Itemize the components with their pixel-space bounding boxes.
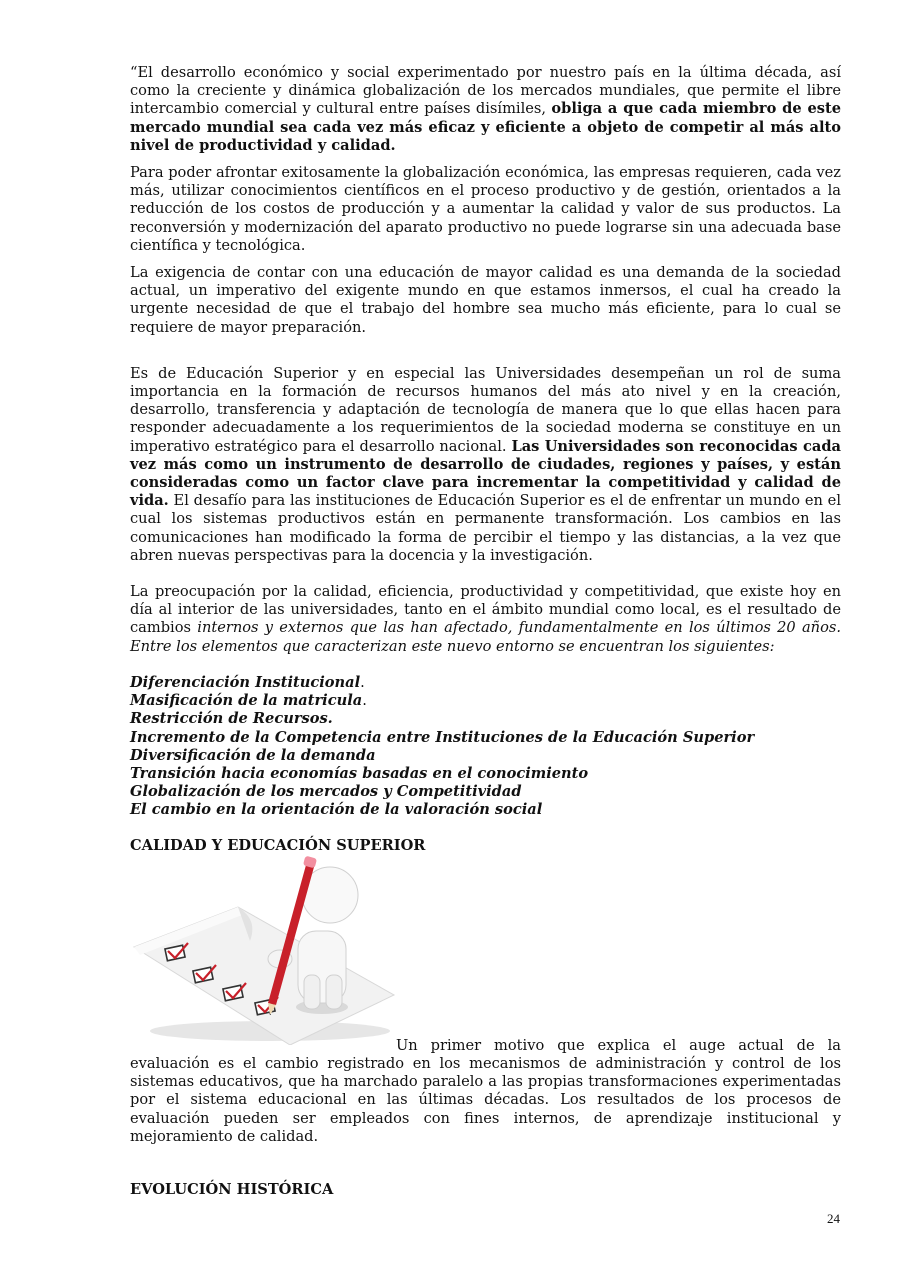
paragraph-bold-text: obliga a que cada miembro de este mercado mundial sea cada vez más eficaz y eficiente a objeto de competir al más alto nivel de productividad y calidad. xyxy=(130,100,841,154)
paragraph-education-demand: La exigencia de contar con una educación de mayor calidad es una demanda de la sociedad actual, un imperativo del exigente mundo en que estamos inmersos, el cual ha creado la urgente necesidad de que el trabajo del hombre sea mucho más eficiente, para lo cual se requiere de mayor preparación. xyxy=(130,264,841,336)
paragraph-text: La preocupación por la calidad, eficiencia, productividad y competitividad, que existe hoy en día al interior de las universidades, tanto en el ámbito mundial como local, es el resultado de cambios xyxy=(130,583,841,637)
paragraph-companies: Para poder afrontar exitosamente la globalización económica, las empresas requieren, cada vez más, utilizar conocimientos científicos en el proceso productivo y de gestión, orientados a la reducción de los costos de producción y a aumentar la calidad y valor de sus productos. La reconversión y modernización del aparato productivo no puede lograrse sin una adecuada base científica y tecnológica. xyxy=(130,164,841,254)
paragraph-italic-text: internos y externos que las han afectado, fundamentalmente en los últimos 20 años. Entre los elementos que caracterizan este nuevo entorno se encuentran los siguientes: xyxy=(130,619,841,655)
paragraph-globalization-quote xyxy=(130,64,841,155)
list-item: Incremento de la Competencia entre Instituciones de la Educación Superior xyxy=(130,728,755,746)
paragraph-text: “El desarrollo económico y social experimentado por nuestro país en la última década, así como la creciente y dinámica globalización de los mercados mundiales, que permite el libre intercambio comercial y cultural entre países disímiles, xyxy=(130,64,841,118)
page-number: 24 xyxy=(827,1211,840,1226)
list-item: Globalización de los mercados y Competitividad xyxy=(130,783,522,801)
paragraph-text: El desafío para las instituciones de Educación Superior es el de enfrentar un mundo en el cual los sistemas productivos están en permanente transformación. Los cambios en las comunicaciones han modificado la forma de percibir el tiempo y las distancias, a la vez que abren nuevas perspectivas para la docencia y la investigación. xyxy=(130,492,841,564)
list-item: Restricción de Recursos. xyxy=(130,710,333,728)
factors-list xyxy=(130,674,841,820)
paragraph-evaluation: Un primer motivo que explica el auge actual de la evaluación es el cambio registrado en los mecanismos de administración y control de los sistemas educativos, que ha marchado paralelo a las propias transformaciones experimentadas por el sistema educacional en las últimas décadas. Los resultados de los procesos de evaluación pueden ser empleados con fines internos, de aprendizaje institucional y mejoramiento de calidad. xyxy=(130,1036,841,1145)
section-heading-history: EVOLUCIÓN HISTÓRICA xyxy=(130,1181,334,1198)
list-item: Diferenciación Institucional. xyxy=(130,673,365,691)
paragraph-bold-text: Las Universidades son reconocidas cada vez más como un instrumento de desarrollo de ciudades, regiones y países, y están consideradas como un factor clave para incrementar la competitividad y calidad de vida. xyxy=(130,437,841,510)
paragraph-text: Es de Educación Superior y en especial las Universidades desempeñan un rol de suma importancia en la formación de recursos humanos del más ato nivel y en la creación, desarrollo, transferencia y adaptación de tecnología de manera que lo que ellas hacen para responder adecuadamente a los requerimientos de la sociedad moderna se constituye en un imperativo estratégico para el desarrollo nacional. xyxy=(130,364,841,455)
paragraph-quality-concern xyxy=(130,583,841,656)
list-item: El cambio en la orientación de la valoración social xyxy=(130,801,543,819)
section-heading-quality: CALIDAD Y EDUCACIÓN SUPERIOR xyxy=(130,836,426,854)
list-item: Diversificación de la demanda xyxy=(130,746,376,764)
figure-row xyxy=(130,855,841,1045)
list-item: Transición hacia economías basadas en el conocimiento xyxy=(130,764,589,782)
list-item: Masificación de la matricula. xyxy=(130,692,367,710)
paragraph-universities xyxy=(130,365,841,565)
page-body xyxy=(130,64,841,1146)
checklist-illustration xyxy=(130,855,396,1045)
